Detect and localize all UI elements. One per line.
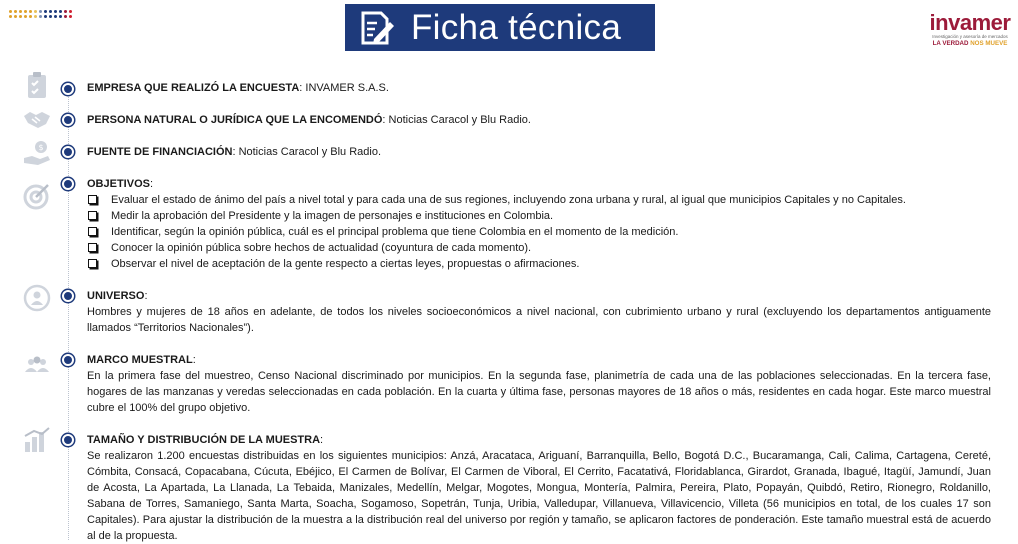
bullet-universo bbox=[62, 290, 74, 302]
header-dot bbox=[49, 15, 52, 18]
header-dot bbox=[19, 10, 22, 13]
clipboard-check-icon bbox=[22, 70, 52, 100]
bullet-objetivos bbox=[62, 178, 74, 190]
header-dot bbox=[49, 10, 52, 13]
marco-text: En la primera fase del muestreo, Censo Nacional discriminado por municipios. En la segunda fase, planimetría de cada una de las poblaciones seleccionadas. En la tercera fase, hogares de las manzanas y veredas seleccionadas en cada población. En la cuarta y última fase, personas mayores de 18 años o más, residentes en cada hogar. Este marco muestral cubre el 100% del grupo objetivo. bbox=[87, 370, 991, 414]
bullet-persona bbox=[62, 114, 74, 126]
bullet-fuente bbox=[62, 146, 74, 158]
objetivos-list bbox=[87, 192, 991, 272]
header-dot bbox=[9, 15, 12, 18]
header-dot bbox=[39, 15, 42, 18]
section-empresa bbox=[87, 80, 991, 96]
header-dots bbox=[8, 9, 73, 19]
empresa-value: : INVAMER S.A.S. bbox=[299, 82, 389, 94]
header-dot bbox=[9, 10, 12, 13]
section-objetivos: OBJETIVOS: Evaluar el estado de ánimo del país a nivel total y para cada una de sus regiones, incluyendo zona urbana y rural, al igual que municipios Capitales y no Capitales. Medir la aprobación del Presidente y la imagen de personajes e instituciones en Colombia. Identificar, según la opinión pública, cuál es el principal problema que tiene Colombia en el momento de la medición. Conocer la opinión pública sobre hechos de actualidad (coyuntura de cada momento). Observar el nivel de aceptación de la gente respecto a ciertas leyes, propuestas o afirmaciones. bbox=[87, 176, 991, 272]
header-dot bbox=[44, 10, 47, 13]
section-tamano: TAMAÑO Y DISTRIBUCIÓN DE LA MUESTRA: Se realizaron 1.200 encuestas distribuidas en los siguientes municipios: Anzá, Aracataca, Ariguaní, Barranquilla, Bello, Bogotá D.C., Bucaramanga, Cali, Calima, Cartagena, Cereté, Cómbita, Consacá, Copacabana, Cúcuta, Ebéjico, El Carmen de Bolívar, El Carmen de Viboral, El Cerrito, Facatativá, Floridablanca, Girardot, Granada, Ibagué, Itagüí, Jamundí, Juan de Acosta, La Apartada, La Llanada, La Tebaida, Manizales, Medellín, Melgar, Mogotes, Mongua, Montería, Palmira, Pereira, Plato, Popayán, Quibdó, Retiro, Rionegro, Roldanillo, Sabana de Torres, Samaniego, Santa Marta, Soacha, Sogamoso, Sopetrán, Tunja, Uribia, Valledupar, Villanueva, Villavicencio, Villeta (56 municipios en total, de los cuales 17 son Capitales). Para ajustar la distribución de la muestra a la distribución real del universo por región y tamaño, se aplicaron factores de ponderación. Este tamaño muestral está de acuerdo al de la propuesta. bbox=[87, 434, 991, 542]
header-dot bbox=[69, 15, 72, 18]
header-dot bbox=[44, 15, 47, 18]
list-item: Identificar, según la opinión pública, cuál es el principal problema que tiene Colombia en el momento de la medición. bbox=[87, 224, 991, 240]
list-item: Medir la aprobación del Presidente y la imagen de personajes e instituciones en Colombia. bbox=[87, 208, 991, 224]
header-dot bbox=[14, 15, 17, 18]
header-dot bbox=[64, 10, 67, 13]
persona-value: : Noticias Caracol y Blu Radio. bbox=[382, 114, 531, 126]
header-dot bbox=[34, 10, 37, 13]
logo-slogan: LA VERDAD NOS MUEVE bbox=[932, 40, 1008, 47]
title-banner bbox=[345, 4, 655, 51]
invamer-logo bbox=[928, 12, 1012, 48]
checkbox-icon bbox=[88, 243, 97, 252]
document-edit-icon bbox=[357, 8, 397, 48]
header-dot bbox=[19, 15, 22, 18]
objetivos-label: OBJETIVOS bbox=[87, 178, 150, 190]
bullet-marco bbox=[62, 354, 74, 366]
checkbox-icon bbox=[88, 211, 97, 220]
checkbox-icon bbox=[88, 259, 97, 268]
header-dot bbox=[54, 10, 57, 13]
svg-text:$: $ bbox=[38, 143, 44, 152]
logo-word: invamer bbox=[929, 10, 1011, 35]
bar-chart-icon bbox=[22, 426, 52, 456]
bullet-empresa bbox=[62, 83, 74, 95]
tamano-label: TAMAÑO Y DISTRIBUCIÓN DE LA MUESTRA bbox=[87, 434, 321, 446]
header-dot bbox=[59, 15, 62, 18]
money-hand-icon bbox=[22, 138, 52, 168]
header-dot bbox=[39, 10, 42, 13]
handshake-icon bbox=[22, 104, 52, 134]
list-item: Conocer la opinión pública sobre hechos de actualidad (coyuntura de cada momento). bbox=[87, 240, 991, 256]
fuente-value: : Noticias Caracol y Blu Radio. bbox=[232, 146, 382, 158]
target-icon bbox=[22, 181, 52, 211]
list-item: Observar el nivel de aceptación de la gente respecto a ciertas leyes, propuestas o afirmaciones. bbox=[87, 256, 991, 272]
checkbox-icon bbox=[88, 195, 97, 204]
tamano-text: Se realizaron 1.200 encuestas distribuidas en los siguientes municipios: Anzá, Aracataca, Ariguaní, Barranquilla, Bello, Bogotá D.C., Bucaramanga, Cali, Calima, Cartagena, Cereté, Cómbita, Consacá, Copacabana, Cúcuta, Ebéjico, El Carmen de Bolívar, El Carmen de Viboral, El Cerrito, Facatativá, Floridablanca, Girardot, Granada, Ibagué, Itagüí, Jamundí, Juan de Acosta, La Apartada, La Llanada, La Tebaida, Manizales, Medellín, Melgar, Mogotes, Mongua, Montería, Palmira, Pereira, Plato, Popayán, Quibdó, Retiro, Rionegro, Roldanillo, Sabana de Torres, Samaniego, Santa Marta, Soacha, Sogamoso, Sopetrán, Tunja, Uribia, Valledupar, Villanueva, Villavicencio, Villeta (56 municipios en total, de los cuales 17 son Capitales). Para ajustar la distribución de la muestra a la distribución real del universo por región y tamaño, se aplicaron factores de ponderación. Este tamaño muestral está de acuerdo al de la propuesta. bbox=[87, 450, 991, 542]
header-dot bbox=[34, 15, 37, 18]
header-dot bbox=[29, 15, 32, 18]
fuente-label: FUENTE DE FINANCIACIÓN bbox=[87, 146, 233, 158]
section-persona bbox=[87, 112, 991, 128]
page-title: Ficha técnica bbox=[411, 7, 622, 47]
checkbox-icon bbox=[88, 227, 97, 236]
bullet-tamano bbox=[62, 434, 74, 446]
empresa-label: EMPRESA QUE REALIZÓ LA ENCUESTA bbox=[87, 82, 300, 94]
universo-text: Hombres y mujeres de 18 años en adelante, de todos los niveles socioeconómicos a nivel nacional, con cubrimiento urbano y rural (excluyendo los departamentos antiguamente llamados “Territorios Nacionales”). bbox=[87, 306, 991, 334]
logo-tagline: Investigación y asesoría de mercados bbox=[932, 34, 1008, 39]
header-dot bbox=[14, 10, 17, 13]
header-dot bbox=[29, 10, 32, 13]
header-dot bbox=[24, 15, 27, 18]
header-dot bbox=[64, 15, 67, 18]
universo-label: UNIVERSO bbox=[87, 290, 145, 302]
section-universo: UNIVERSO: Hombres y mujeres de 18 años en adelante, de todos los niveles socioeconómicos a nivel nacional, con cubrimiento urbano y rural (excluyendo los departamentos antiguamente llamados “Territorios Nacionales”). bbox=[87, 290, 991, 334]
header-dot bbox=[54, 15, 57, 18]
group-people-icon bbox=[22, 350, 52, 380]
section-marco: MARCO MUESTRAL: En la primera fase del muestreo, Censo Nacional discriminado por municipios. En la segunda fase, planimetría de cada una de las poblaciones seleccionadas. En la tercera fase, hogares de las manzanas y veredas seleccionadas en cada población. En la cuarta y última fase, personas mayores de 18 años o más, residentes en cada hogar. Este marco muestral cubre el 100% del grupo objetivo. bbox=[87, 354, 991, 414]
persona-label: PERSONA NATURAL O JURÍDICA QUE LA ENCOMENDÓ bbox=[87, 114, 383, 126]
universe-people-icon bbox=[22, 283, 52, 313]
header-dot bbox=[69, 10, 72, 13]
section-fuente bbox=[87, 144, 991, 160]
marco-label: MARCO MUESTRAL bbox=[87, 354, 193, 366]
header-dot bbox=[59, 10, 62, 13]
list-item: Evaluar el estado de ánimo del país a nivel total y para cada una de sus regiones, incluyendo zona urbana y rural, al igual que municipios Capitales y no Capitales. bbox=[87, 192, 991, 208]
header-dot bbox=[24, 10, 27, 13]
